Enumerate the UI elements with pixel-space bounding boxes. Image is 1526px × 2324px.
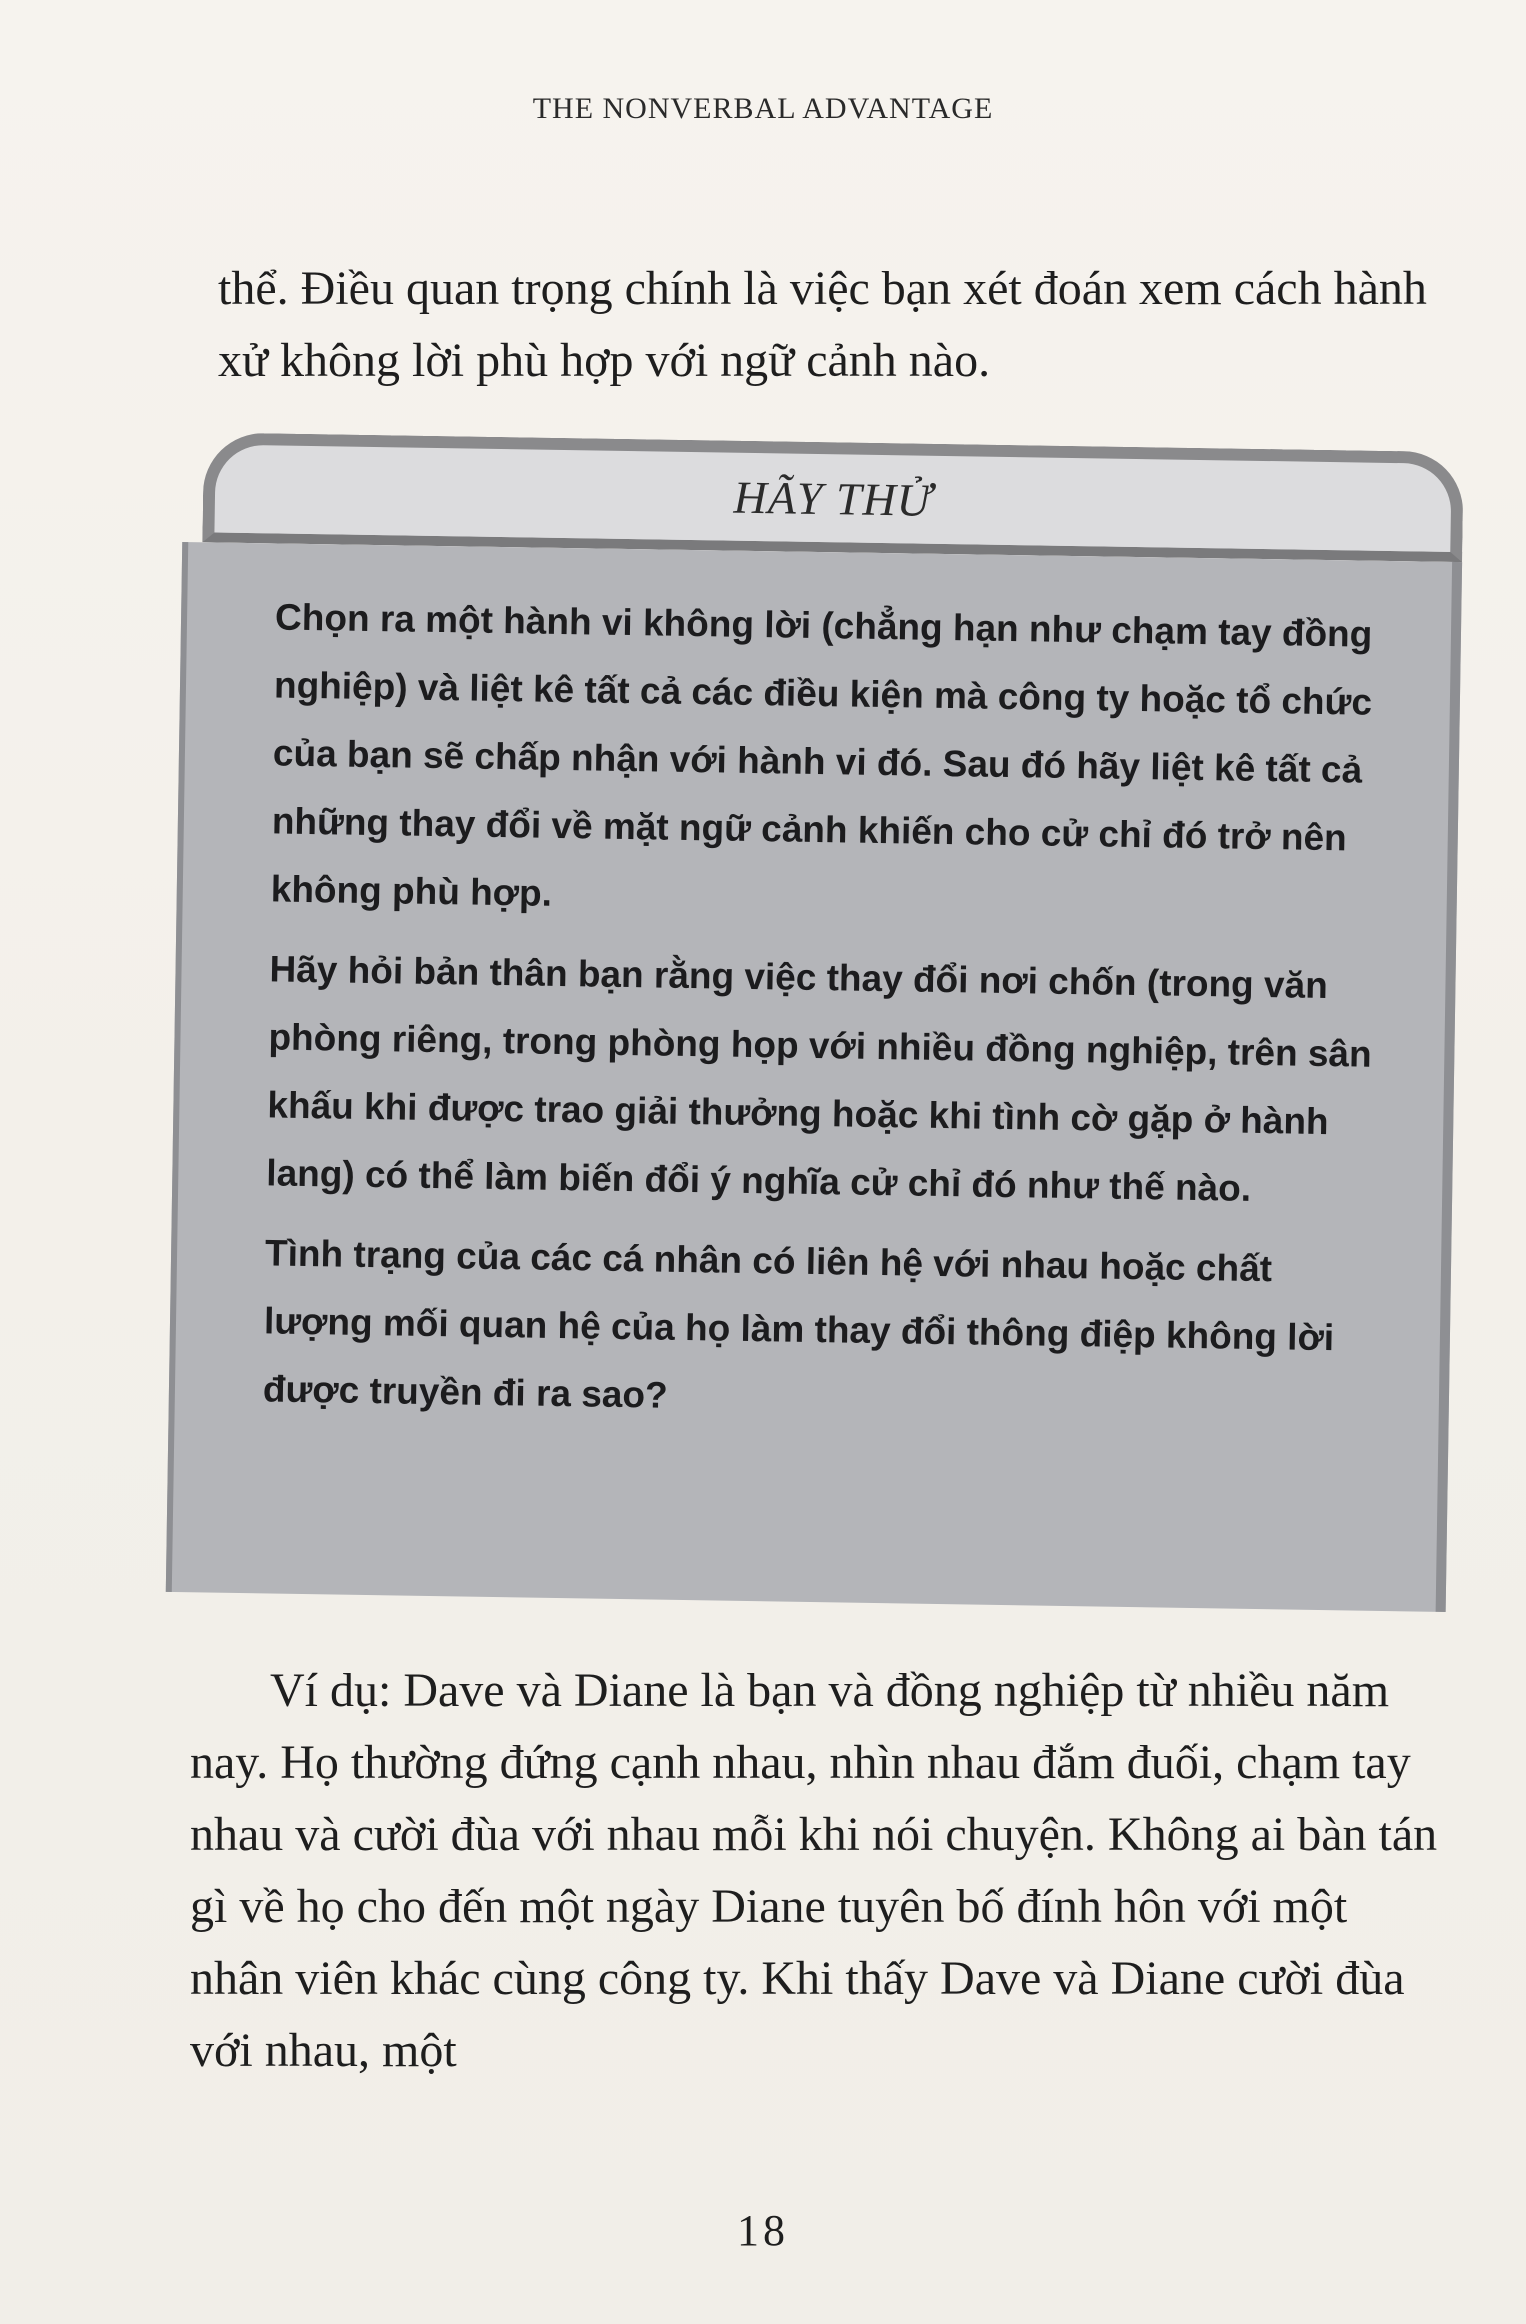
try-it-title: HÃY THỬ <box>733 471 933 526</box>
try-it-paragraph-2: Hãy hỏi bản thân bạn rằng việc thay đổi nơi chốn (trong văn phòng riêng, trong phòng họp với nhiều đồng nghiệp, trên sân khấu khi được trao giải thưởng hoặc khi tình cờ gặp ở hành lang) có thể làm biến đổi ý nghĩa cử chỉ đó như thế nào. <box>266 948 1373 1209</box>
page-number: 18 <box>737 2206 789 2255</box>
try-it-header <box>202 432 1464 562</box>
try-it-paragraph-3: Tình trạng của các cá nhân có liên hệ với nhau hoặc chất lượng mối quan hệ của họ làm thay đổi thông điệp không lời được truyền đi ra sao? <box>262 1232 1335 1416</box>
top-paragraph: thể. Điều quan trọng chính là việc bạn xét đoán xem cách hành xử không lời phù hợp với ngữ cảnh nào. <box>218 262 1427 387</box>
try-it-box <box>166 432 1464 1612</box>
try-it-body <box>166 542 1462 1612</box>
bottom-paragraph: Ví dụ: Dave và Diane là bạn và đồng nghiệp từ nhiều năm nay. Họ thường đứng cạnh nhau, nhìn nhau đắm đuối, chạm tay nhau và cười đùa với nhau mỗi khi nói chuyện. Không ai bàn tán gì về họ cho đến một ngày Diane tuyên bố đính hôn với một nhân viên khác cùng công ty. Khi thấy Dave và Diane cười đùa với nhau, một <box>190 1664 1438 2077</box>
try-it-paragraph-1: Chọn ra một hành vi không lời (chẳng hạn như chạm tay đồng nghiệp) và liệt kê tất cả các điều kiện mà công ty hoặc tổ chức của bạn sẽ chấp nhận với hành vi đó. Sau đó hãy liệt kê tất cả những thay đổi về mặt ngữ cảnh khiến cho cử chỉ đó trở nên không phù hợp. <box>270 596 1373 914</box>
running-head: THE NONVERBAL ADVANTAGE <box>532 92 994 125</box>
